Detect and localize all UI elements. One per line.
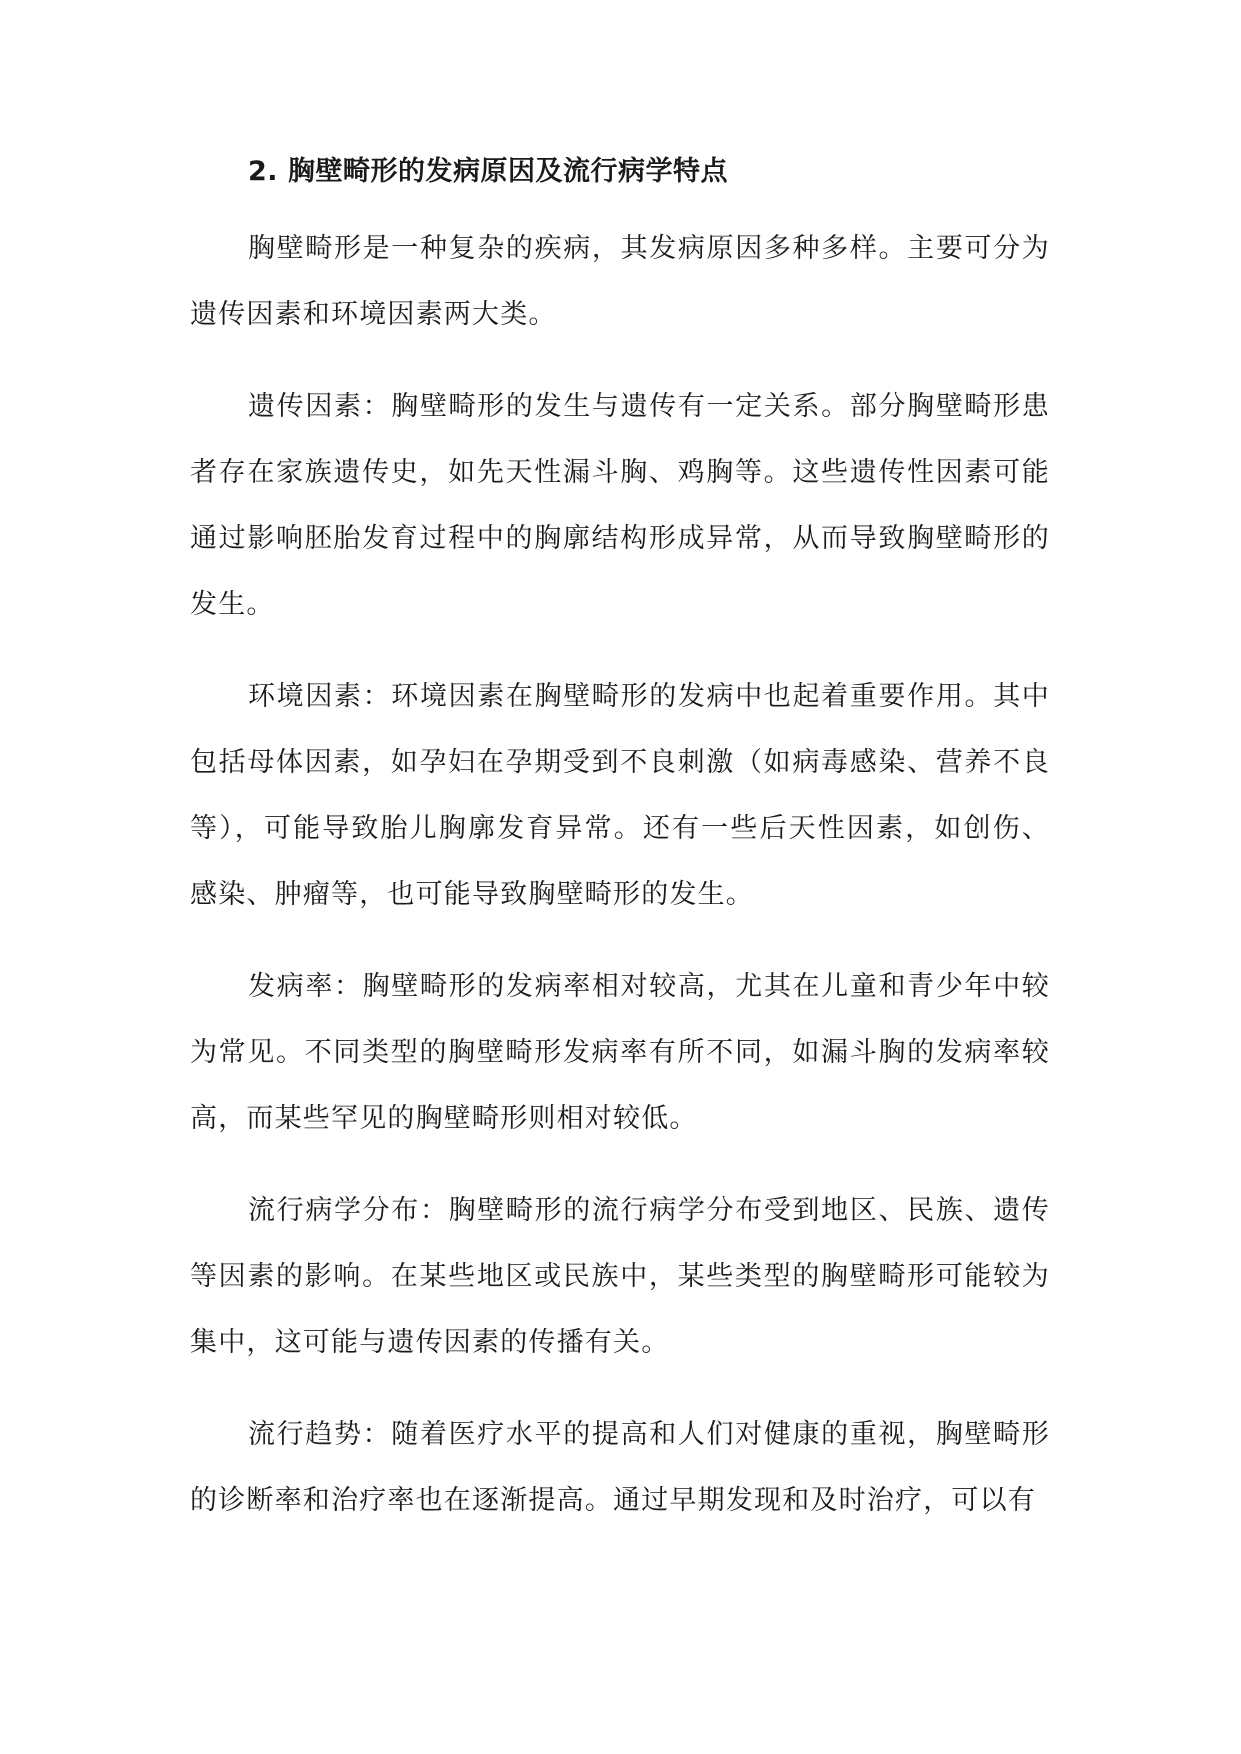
- paragraph-genetic-factors: 遗传因素：胸壁畸形的发生与遗传有一定关系。部分胸壁畸形患者存在家族遗传史，如先天性漏斗胸、鸡胸等。这些遗传性因素可能通过影响胚胎发育过程中的胸廓结构形成异常，从而导致胸壁畸形的发生。: [190, 391, 1050, 620]
- paragraph-epidemiological-distribution: 流行病学分布：胸壁畸形的流行病学分布受到地区、民族、遗传等因素的影响。在某些地区或民族中，某些类型的胸壁畸形可能较为集中，这可能与遗传因素的传播有关。: [190, 1195, 1050, 1358]
- paragraph-intro: 胸壁畸形是一种复杂的疾病，其发病原因多种多样。主要可分为遗传因素和环境因素两大类。: [190, 233, 1050, 330]
- paragraph-environmental-factors: 环境因素：环境因素在胸壁畸形的发病中也起着重要作用。其中包括母体因素，如孕妇在孕期受到不良刺激（如病毒感染、营养不良等），可能导致胎儿胸廓发育异常。还有一些后天性因素，如创伤、感染、肿瘤等，也可能导致胸壁畸形的发生。: [190, 681, 1050, 910]
- section-heading: 2. 胸壁畸形的发病原因及流行病学特点: [248, 156, 728, 187]
- paragraph-epidemic-trend: 流行趋势：随着医疗水平的提高和人们对健康的重视，胸壁畸形的诊断率和治疗率也在逐渐提高。通过早期发现和及时治疗，可以有: [190, 1419, 1050, 1516]
- document-body: [190, 148, 1050, 1534]
- paragraph-incidence: 发病率：胸壁畸形的发病率相对较高，尤其在儿童和青少年中较为常见。不同类型的胸壁畸形发病率有所不同，如漏斗胸的发病率较高，而某些罕见的胸壁畸形则相对较低。: [190, 971, 1050, 1134]
